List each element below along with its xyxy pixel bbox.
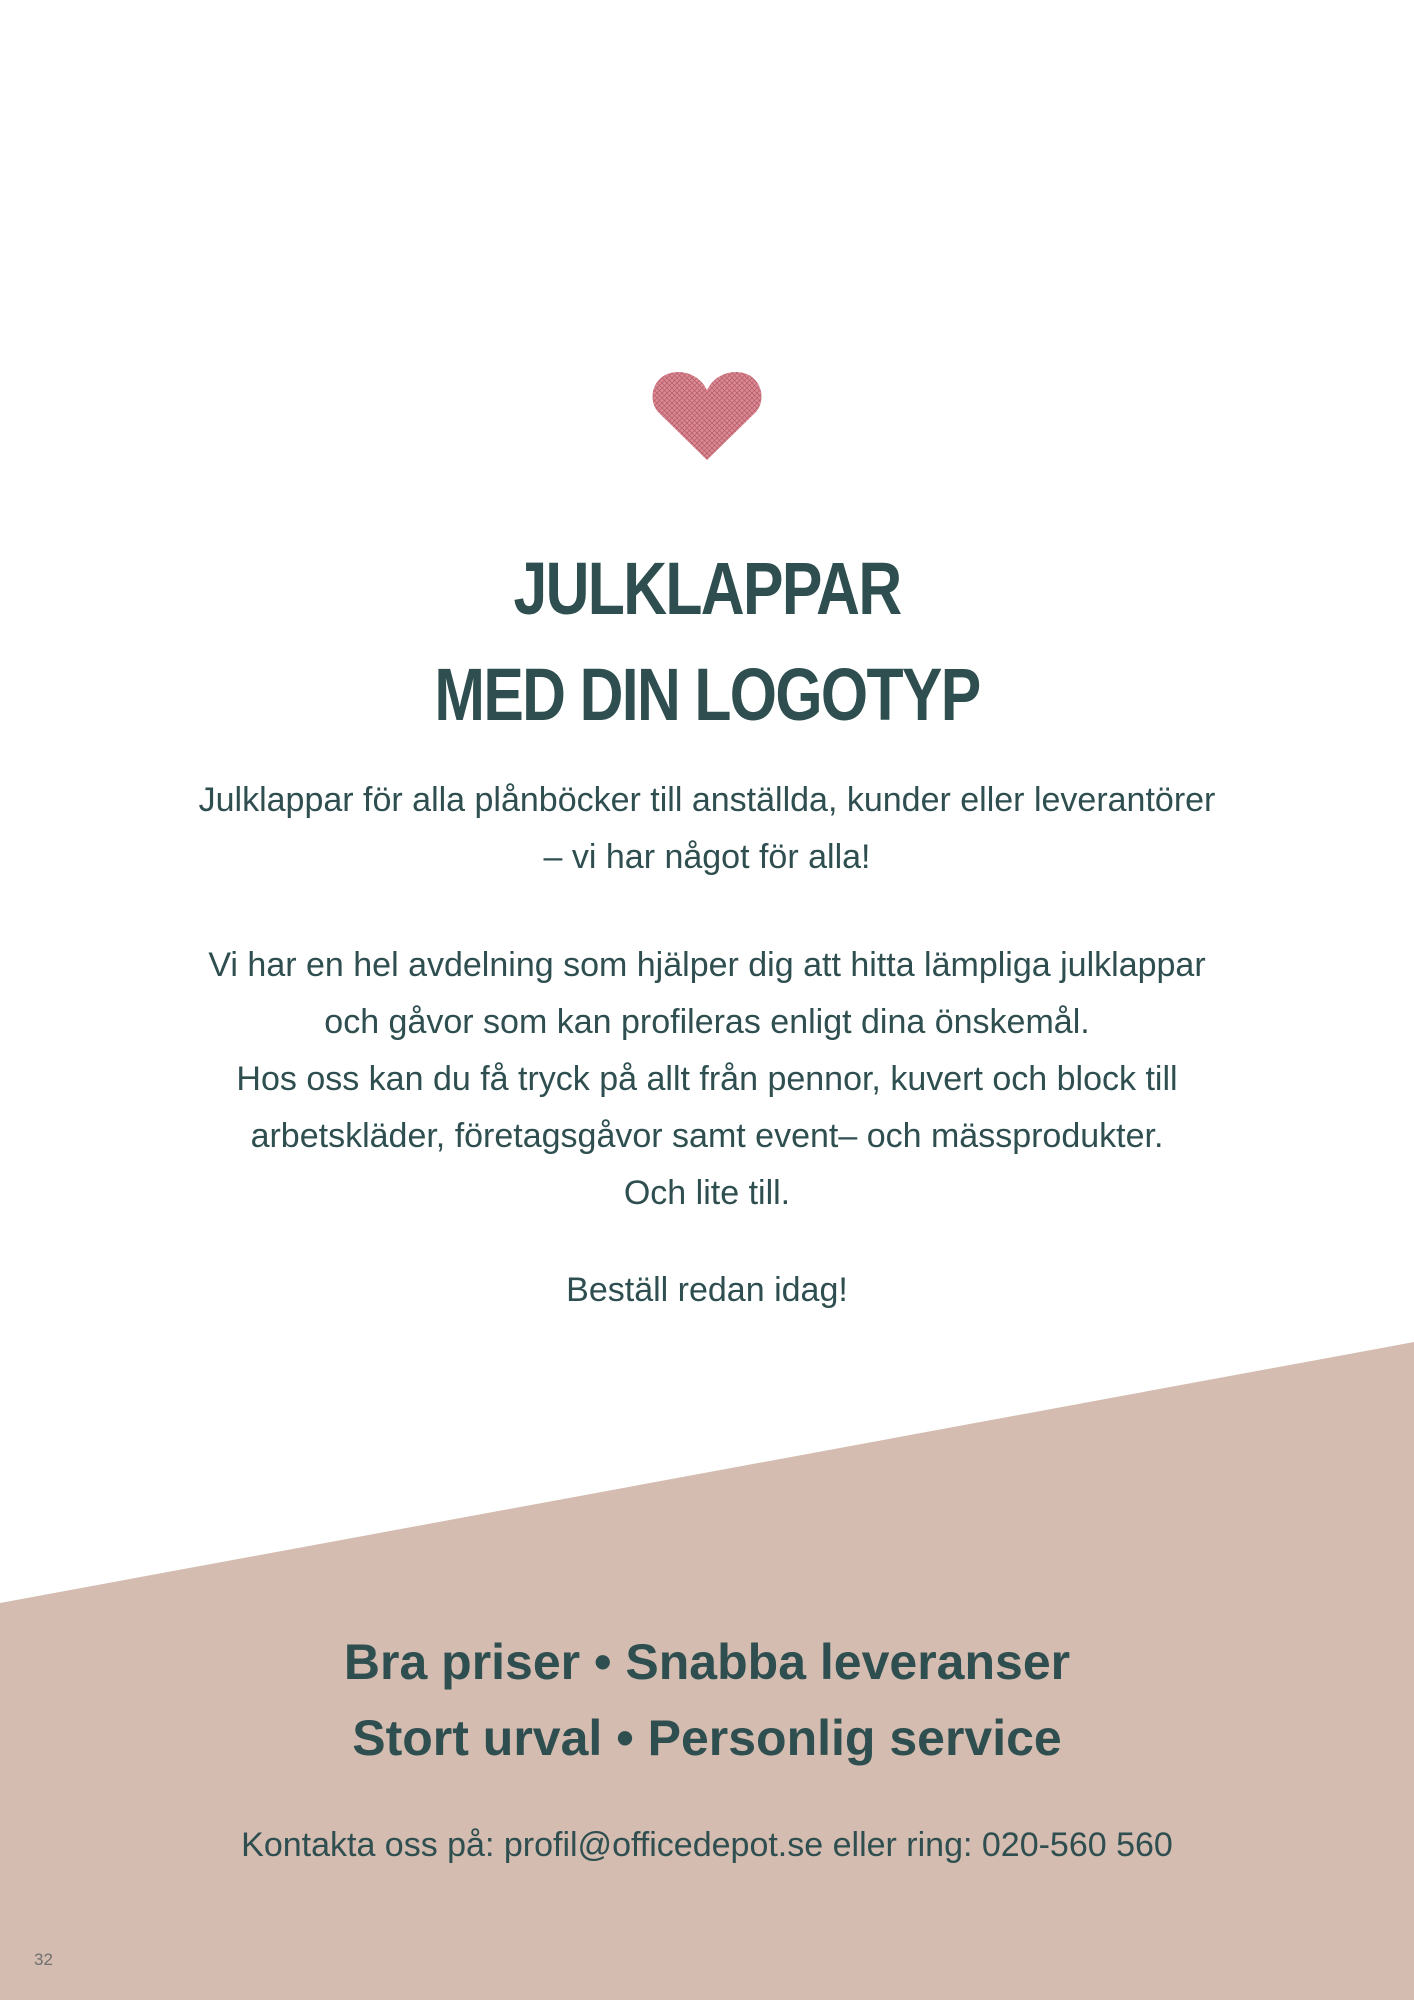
page-number: 32 [34, 1950, 53, 1969]
intro-line-2: – vi har något för alla! [543, 838, 871, 876]
details-line-5: Och lite till. [623, 1174, 791, 1212]
details-line-3: Hos oss kan du få tryck på allt från pennor, kuvert och block till [236, 1060, 1178, 1098]
headline-line-2: MED DIN LOGOTYP [434, 653, 980, 736]
details-paragraph [100, 937, 1314, 1222]
details-line-4: arbetskläder, företagsgåvor samt event– och mässprodukter. [250, 1117, 1164, 1155]
headline-line-1: JULKLAPPAR [513, 547, 901, 630]
tagline-line-2: Stort urval • Personlig service [352, 1710, 1062, 1766]
contact-info: Kontakta oss på: profil@officedepot.se eller ring: 020-560 560 [241, 1826, 1173, 1864]
details-line-1: Vi har en hel avdelning som hjälper dig att hitta lämpliga julklappar [208, 946, 1206, 984]
intro-line-1: Julklappar för alla plånböcker till anställda, kunder eller leverantörer [198, 781, 1216, 819]
details-line-2: och gåvor som kan profileras enligt dina önskemål. [324, 1003, 1090, 1041]
tagline-line-1: Bra priser • Snabba leveranser [343, 1634, 1071, 1690]
intro-paragraph [100, 772, 1314, 886]
cross-stitch-heart-icon [652, 368, 762, 464]
call-to-action: Beställ redan idag! [566, 1271, 848, 1309]
